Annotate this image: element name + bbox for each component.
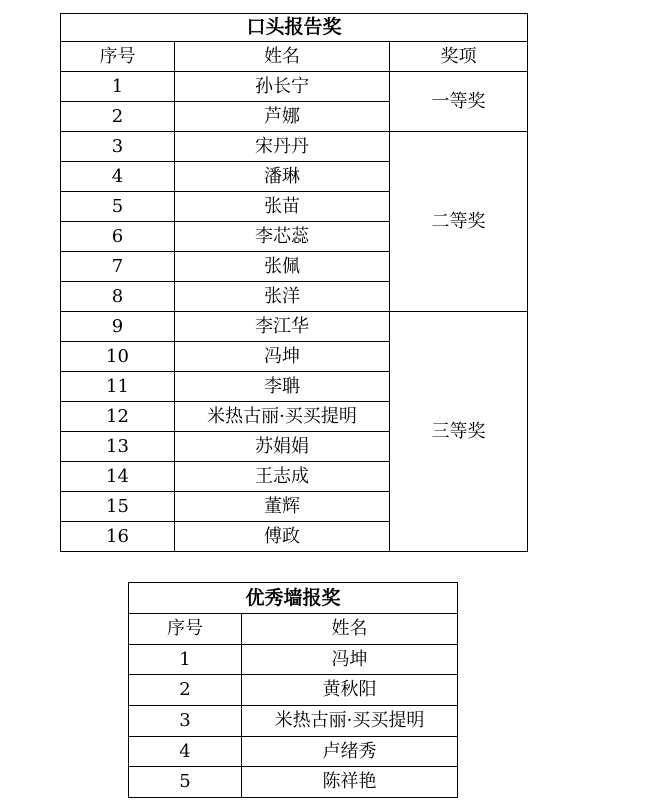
row-name: 苏娟娟 <box>175 432 390 462</box>
award-second-prize: 二等奖 <box>390 132 528 312</box>
row-index: 9 <box>61 312 175 342</box>
row-index: 2 <box>61 102 175 132</box>
row-index: 4 <box>61 162 175 192</box>
row-index: 10 <box>61 342 175 372</box>
row-name: 张苗 <box>175 192 390 222</box>
header-row <box>129 614 458 645</box>
award-first-prize: 一等奖 <box>390 72 528 132</box>
row-index: 16 <box>61 522 175 552</box>
row-index: 8 <box>61 282 175 312</box>
poster-award-table <box>128 582 458 798</box>
table-row <box>61 132 528 162</box>
oral-report-award-table <box>60 13 528 552</box>
name-header: 姓名 <box>175 42 390 72</box>
award-header: 奖项 <box>390 42 528 72</box>
row-index: 2 <box>129 675 242 706</box>
row-name: 李江华 <box>175 312 390 342</box>
row-name: 卢绪秀 <box>242 736 458 767</box>
row-index: 14 <box>61 462 175 492</box>
row-index: 7 <box>61 252 175 282</box>
table-title-row <box>129 583 458 614</box>
table-row <box>61 312 528 342</box>
row-name: 张佩 <box>175 252 390 282</box>
table-row <box>129 736 458 767</box>
row-name: 芦娜 <box>175 102 390 132</box>
row-name: 冯坤 <box>242 644 458 675</box>
row-index: 6 <box>61 222 175 252</box>
row-index: 3 <box>129 706 242 737</box>
row-name: 米热古丽·买买提明 <box>242 706 458 737</box>
row-name: 王志成 <box>175 462 390 492</box>
row-name: 傅政 <box>175 522 390 552</box>
row-index: 4 <box>129 736 242 767</box>
row-index: 1 <box>129 644 242 675</box>
table-row <box>129 644 458 675</box>
table-row <box>129 675 458 706</box>
row-name: 宋丹丹 <box>175 132 390 162</box>
row-name: 孙长宁 <box>175 72 390 102</box>
row-index: 15 <box>61 492 175 522</box>
row-index: 3 <box>61 132 175 162</box>
header-row <box>61 42 528 72</box>
row-name: 张洋 <box>175 282 390 312</box>
row-index: 5 <box>129 767 242 798</box>
row-name: 董辉 <box>175 492 390 522</box>
table-row <box>61 72 528 102</box>
index-header: 序号 <box>129 614 242 645</box>
poster-title: 优秀墙报奖 <box>129 583 458 614</box>
table-row <box>129 767 458 798</box>
row-name: 潘琳 <box>175 162 390 192</box>
row-name: 黄秋阳 <box>242 675 458 706</box>
row-index: 11 <box>61 372 175 402</box>
row-name: 米热古丽·买买提明 <box>175 402 390 432</box>
row-index: 13 <box>61 432 175 462</box>
index-header: 序号 <box>61 42 175 72</box>
table-title-row <box>61 14 528 42</box>
row-index: 5 <box>61 192 175 222</box>
oral-report-title: 口头报告奖 <box>61 14 528 42</box>
row-index: 1 <box>61 72 175 102</box>
name-header: 姓名 <box>242 614 458 645</box>
table-row <box>129 706 458 737</box>
row-name: 陈祥艳 <box>242 767 458 798</box>
row-name: 李芯蕊 <box>175 222 390 252</box>
row-index: 12 <box>61 402 175 432</box>
award-third-prize: 三等奖 <box>390 312 528 552</box>
row-name: 李聃 <box>175 372 390 402</box>
row-name: 冯坤 <box>175 342 390 372</box>
